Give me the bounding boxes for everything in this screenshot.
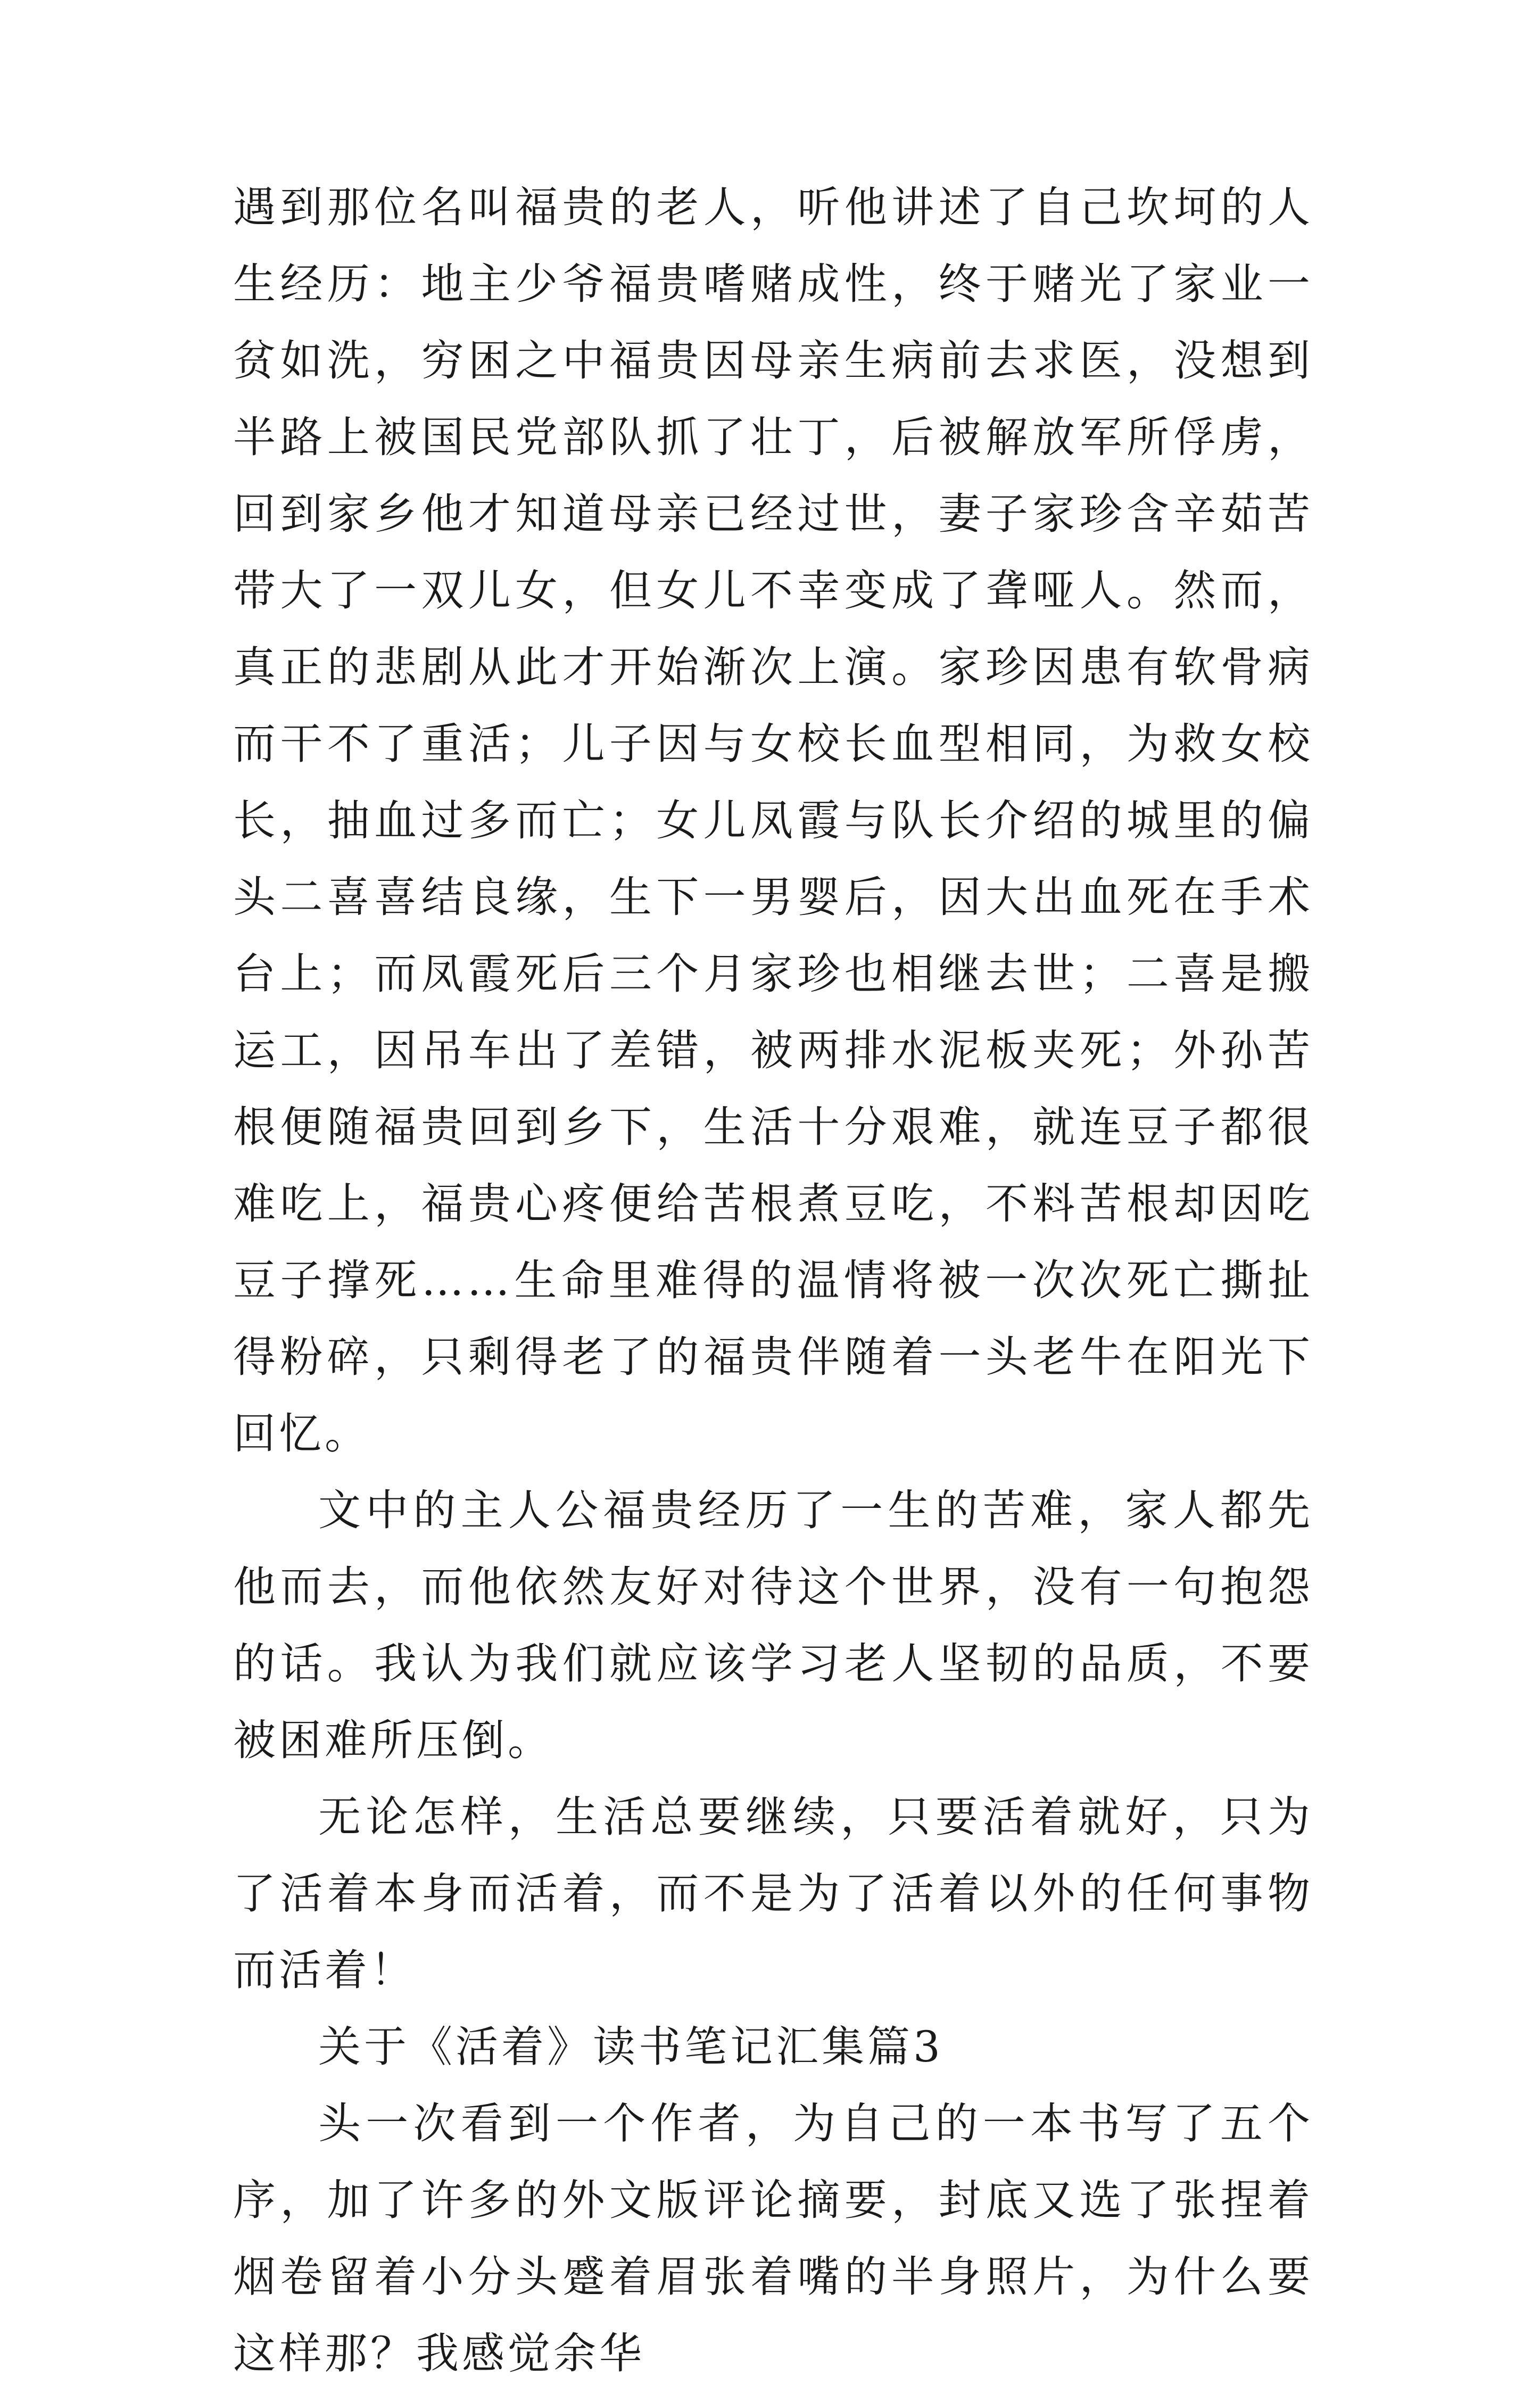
paragraph-conclusion: 无论怎样，生活总要继续，只要活着就好，只为了活着本身而活着，而不是为了活着以外的任何事物而活着！ — [233, 1792, 1313, 1995]
section-heading: 关于《活着》读书笔记汇集篇3 — [318, 2022, 943, 2072]
document-body — [233, 169, 1313, 2392]
paragraph-protagonist: 文中的主人公福贵经历了一生的苦难，家人都先他而去，而他依然友好对待这个世界，没有一句抱怨的话。我认为我们就应该学习老人坚韧的品质，不要被困难所压倒。 — [233, 1486, 1313, 1765]
paragraph-story-summary: 遇到那位名叫福贵的老人，听他讲述了自己坎坷的人生经历：地主少爷福贵嗜赌成性，终于赌光了家业一贫如洗，穷困之中福贵因母亲生病前去求医，没想到半路上被国民党部队抓了壮丁，后被解放军所俘虏，回到家乡他才知道母亲已经过世，妻子家珍含辛茹苦带大了一双儿女，但女儿不幸变成了聋哑人。然而，真正的悲剧从此才开始渐次上演。家珍因患有软骨病而干不了重活；儿子因与女校长血型相同，为救女校长，抽血过多而亡；女儿凤霞与队长介绍的城里的偏头二喜喜结良缘，生下一男婴后，因大出血死在手术台上；而凤霞死后三个月家珍也相继去世；二喜是搬运工，因吊车出了差错，被两排水泥板夹死；外孙苦根便随福贵回到乡下，生活十分艰难，就连豆子都很难吃上，福贵心疼便给苦根煮豆吃，不料苦根却因吃豆子撑死……生命里难得的温情将被一次次死亡撕扯得粉碎，只剩得老了的福贵伴随着一头老牛在阳光下回忆。 — [233, 183, 1313, 1458]
paragraph-preface: 头一次看到一个作者，为自己的一本书写了五个序，加了许多的外文版评论摘要，封底又选了张捏着烟卷留着小分头蹙着眉张着嘴的半身照片，为什么要这样那？我感觉余华 — [233, 2099, 1313, 2378]
